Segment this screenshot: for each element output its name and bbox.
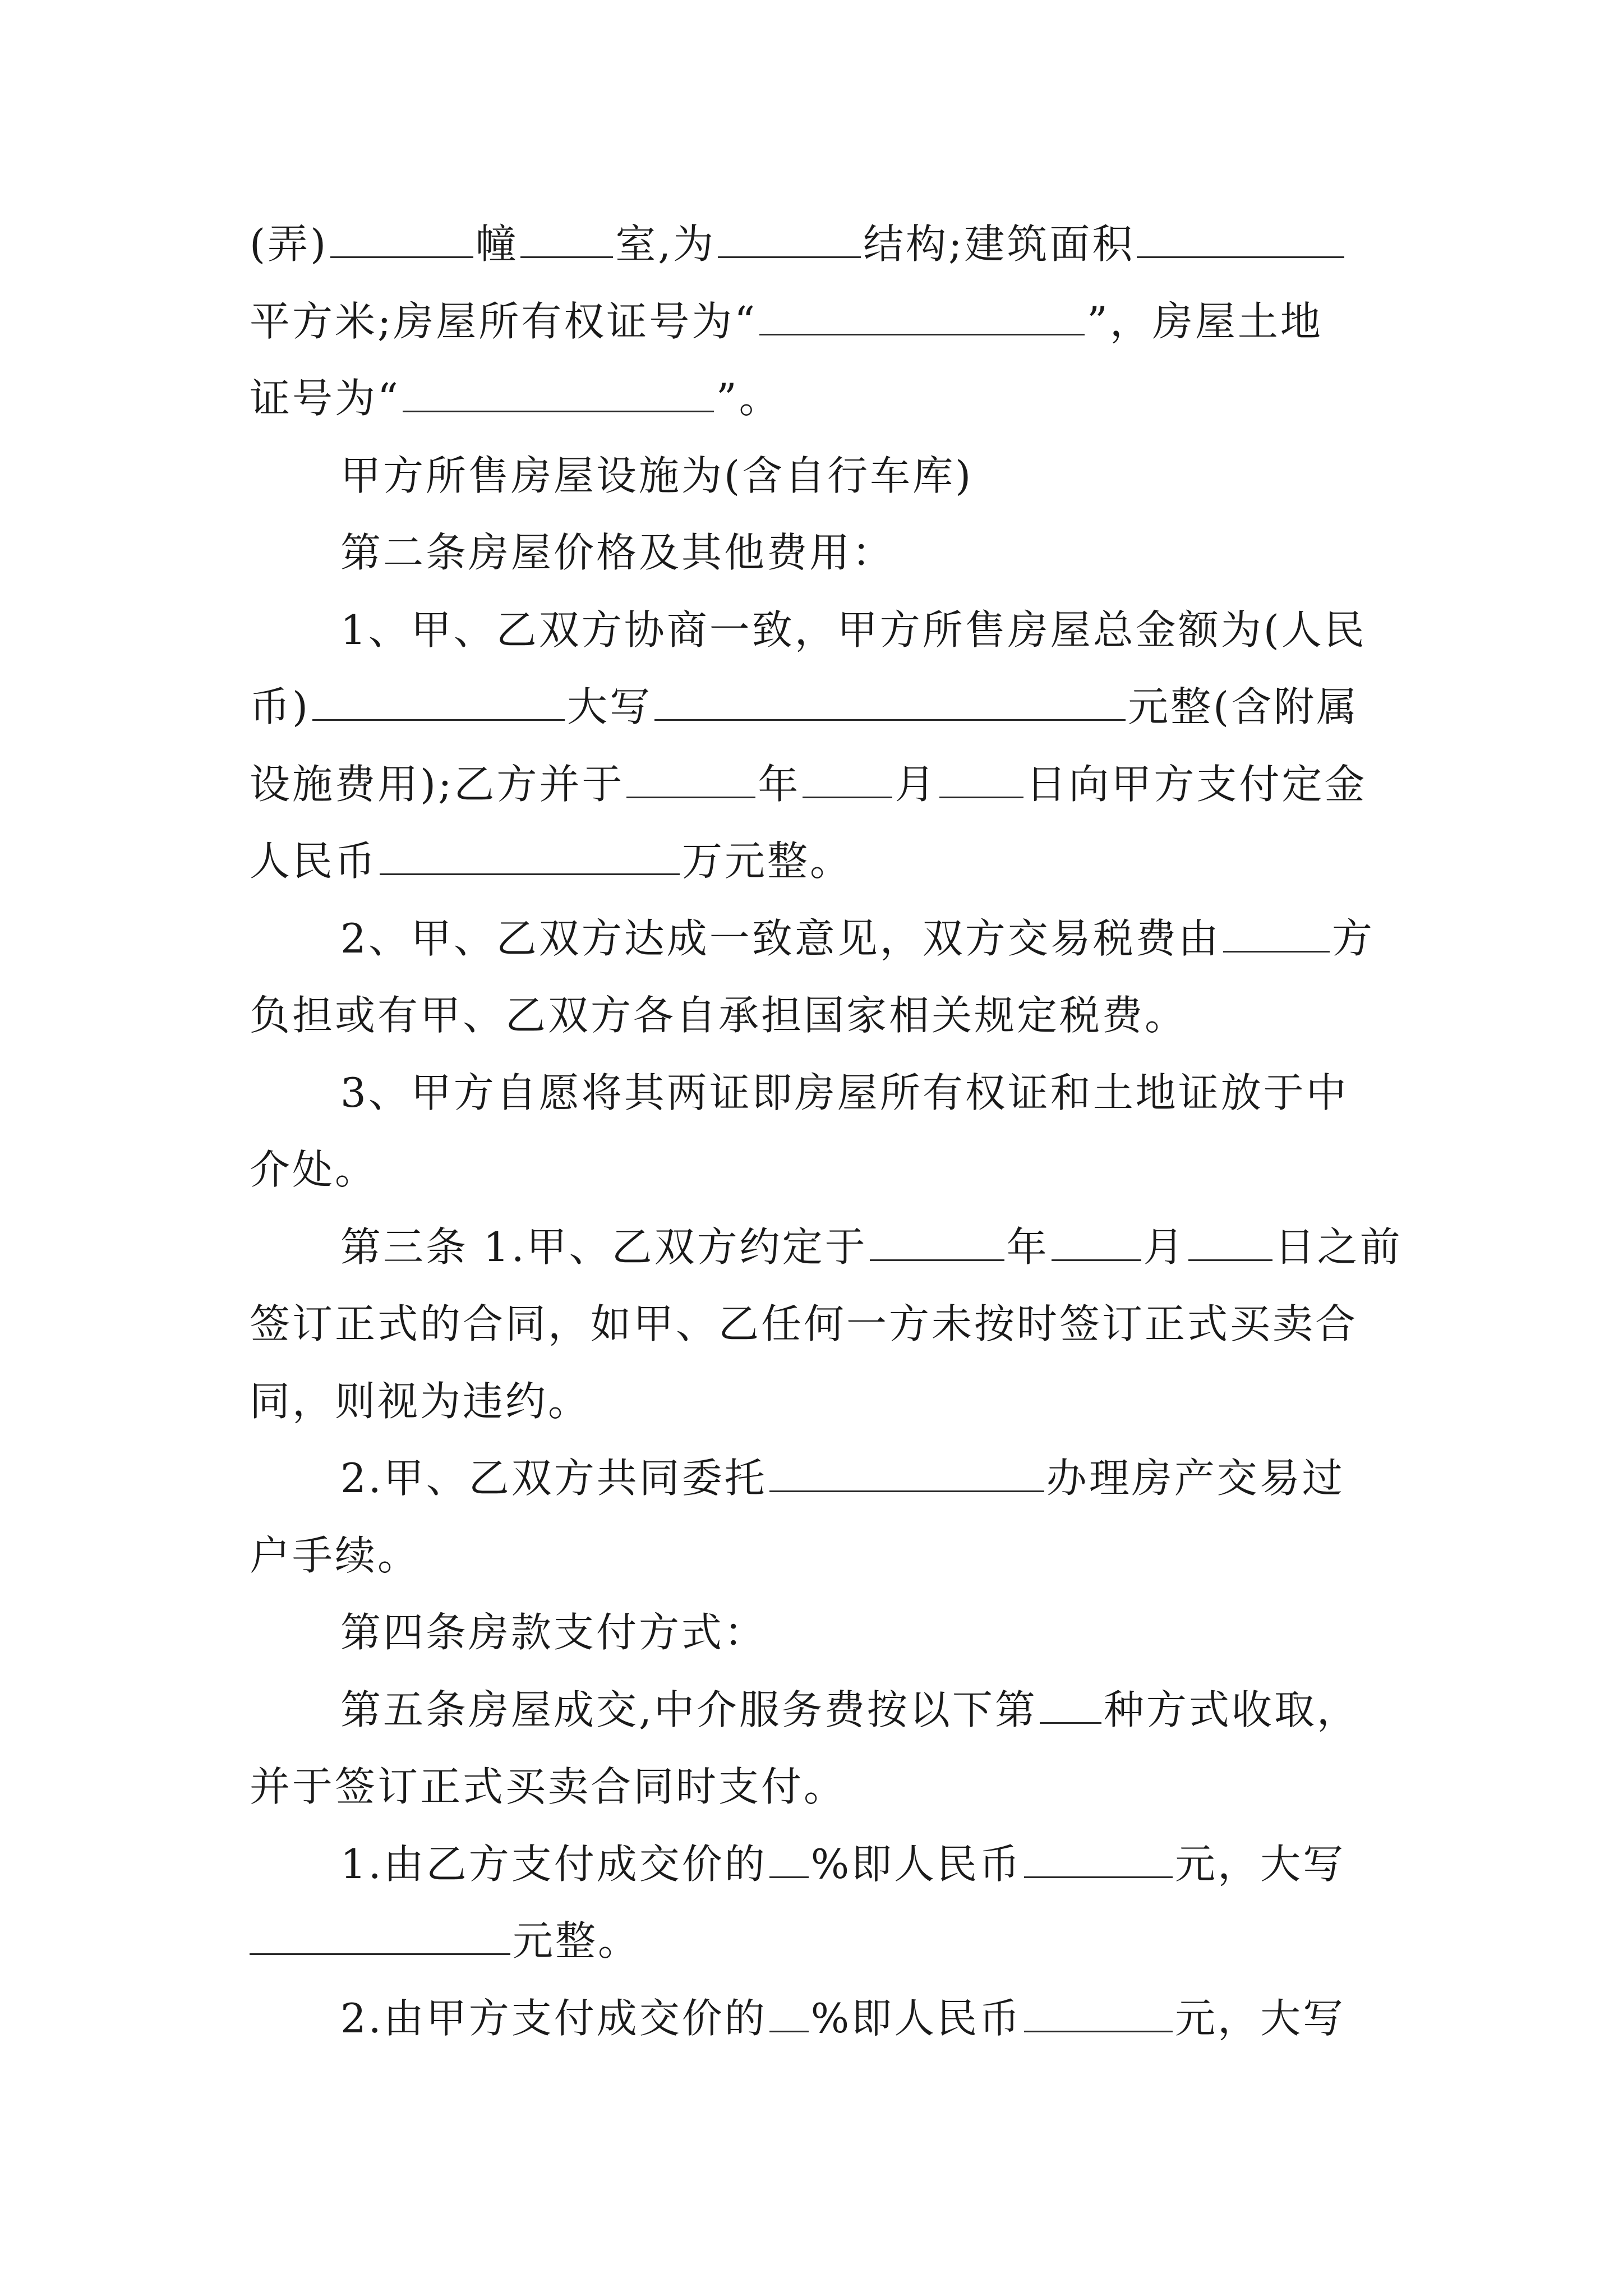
fill-blank[interactable] [1223, 914, 1330, 953]
text-segment: 人民币 [250, 838, 378, 885]
text-line [250, 1139, 377, 1200]
text-segment: 室,为 [615, 220, 716, 268]
fill-blank[interactable] [870, 1222, 1004, 1261]
fill-blank[interactable] [520, 219, 613, 258]
fill-blank[interactable] [718, 219, 861, 258]
section-heading [340, 1216, 1403, 1278]
text-segment: 日之前 [1274, 1223, 1403, 1271]
text-segment: 幢 [476, 220, 519, 268]
text-segment: 元整。 [513, 1917, 641, 1964]
fill-blank[interactable] [654, 682, 1126, 721]
text-segment: 第五条房屋成交,中介服务费按以下第 [340, 1686, 1038, 1733]
fill-blank[interactable] [769, 1994, 809, 2032]
text-line [340, 1062, 1349, 1124]
text-segment: 签订正式的合同，如甲、乙任何一方未按时签订正式买卖合 [250, 1300, 1358, 1347]
text-line [250, 213, 1347, 275]
fill-blank[interactable] [1024, 1994, 1173, 2032]
text-segment: 大写 [567, 683, 653, 730]
text-segment: 介处。 [250, 1146, 378, 1193]
text-segment: 同，则视为违约。 [250, 1378, 591, 1425]
fill-blank[interactable] [803, 760, 892, 798]
text-segment: 月 [895, 761, 938, 808]
text-segment: 第三条 1.甲、乙双方约定于 [340, 1223, 868, 1271]
fill-blank[interactable] [769, 1839, 809, 1878]
fill-blank[interactable] [250, 1916, 510, 1955]
text-line [250, 984, 1187, 1046]
fill-blank[interactable] [1137, 219, 1344, 258]
text-segment: 1、甲、乙双方协商一致，甲方所售房屋总金额为(人民 [340, 606, 1367, 654]
text-line [250, 291, 1323, 352]
fill-blank[interactable] [626, 760, 755, 798]
section-heading [340, 1679, 1359, 1741]
text-segment: 币) [250, 683, 311, 730]
text-segment: 年 [758, 761, 801, 808]
text-segment: 并于签订正式买卖合同时支付。 [250, 1763, 847, 1810]
text-segment: 种方式收取， [1103, 1686, 1359, 1733]
fill-blank[interactable] [1040, 1685, 1101, 1724]
text-line [250, 676, 1359, 738]
text-segment: 方 [1331, 915, 1375, 962]
text-segment: 元，大写 [1175, 1841, 1346, 1888]
text-segment: 万元整。 [682, 838, 853, 885]
text-segment: 负担或有甲、乙双方各自承担国家相关规定税费。 [250, 992, 1188, 1039]
text-line [250, 1370, 591, 1432]
text-segment: %即人民币 [810, 1841, 1022, 1888]
text-segment: 年 [1006, 1223, 1049, 1271]
text-line [250, 1293, 1358, 1355]
text-segment: 1.由乙方支付成交价的 [340, 1841, 767, 1888]
text-line [340, 599, 1367, 661]
fill-blank[interactable] [1188, 1222, 1272, 1261]
text-line [250, 367, 782, 429]
text-segment: 第四条房款支付方式： [340, 1609, 767, 1656]
text-line [340, 908, 1375, 969]
text-segment: ”，房屋土地 [1087, 298, 1323, 345]
text-segment: 月 [1143, 1223, 1186, 1271]
text-segment: %即人民币 [810, 1995, 1022, 2042]
text-line [340, 1987, 1345, 2049]
fill-blank[interactable] [769, 1453, 1044, 1492]
text-segment: 甲方所售房屋设施为(含自行车库) [340, 452, 974, 499]
text-line [250, 1525, 420, 1586]
fill-blank[interactable] [380, 836, 680, 875]
section-heading [340, 1602, 767, 1663]
text-line [250, 830, 852, 892]
fill-blank[interactable] [330, 219, 473, 258]
text-segment: 设施费用);乙方并于 [250, 761, 625, 808]
fill-blank[interactable] [1052, 1222, 1141, 1261]
text-segment: 结构;建筑面积 [863, 220, 1135, 268]
fill-blank[interactable] [939, 760, 1023, 798]
text-segment: 日向甲方支付定金 [1026, 761, 1367, 808]
text-line [250, 753, 1367, 815]
text-segment: 2.甲、乙双方共同委托 [340, 1455, 767, 1502]
fill-blank[interactable] [312, 682, 565, 721]
text-segment: 元整(含附属 [1128, 683, 1359, 730]
text-line [250, 1756, 846, 1818]
text-segment: 办理房产交易过 [1046, 1455, 1345, 1502]
text-line [340, 1447, 1345, 1509]
text-line [340, 1833, 1345, 1895]
text-segment: 户手续。 [250, 1532, 421, 1579]
text-segment: 2.由甲方支付成交价的 [340, 1995, 767, 2042]
fill-blank[interactable] [1024, 1839, 1173, 1878]
text-segment: 证号为“ [250, 375, 400, 422]
text-segment: 2、甲、乙双方达成一致意见，双方交易税费由 [340, 915, 1221, 962]
text-segment: 3、甲方自愿将其两证即房屋所有权证和土地证放于中 [340, 1069, 1349, 1116]
text-segment: (弄) [250, 220, 329, 268]
text-segment: 第二条房屋价格及其他费用： [340, 529, 895, 576]
text-segment: ”。 [716, 375, 782, 422]
text-line [250, 1910, 640, 1972]
fill-blank[interactable] [759, 297, 1085, 335]
section-heading [340, 522, 895, 583]
text-segment: 元，大写 [1175, 1995, 1346, 2042]
fill-blank[interactable] [403, 374, 714, 412]
text-line [340, 445, 973, 507]
text-segment: 平方米;房屋所有权证号为“ [250, 298, 758, 345]
